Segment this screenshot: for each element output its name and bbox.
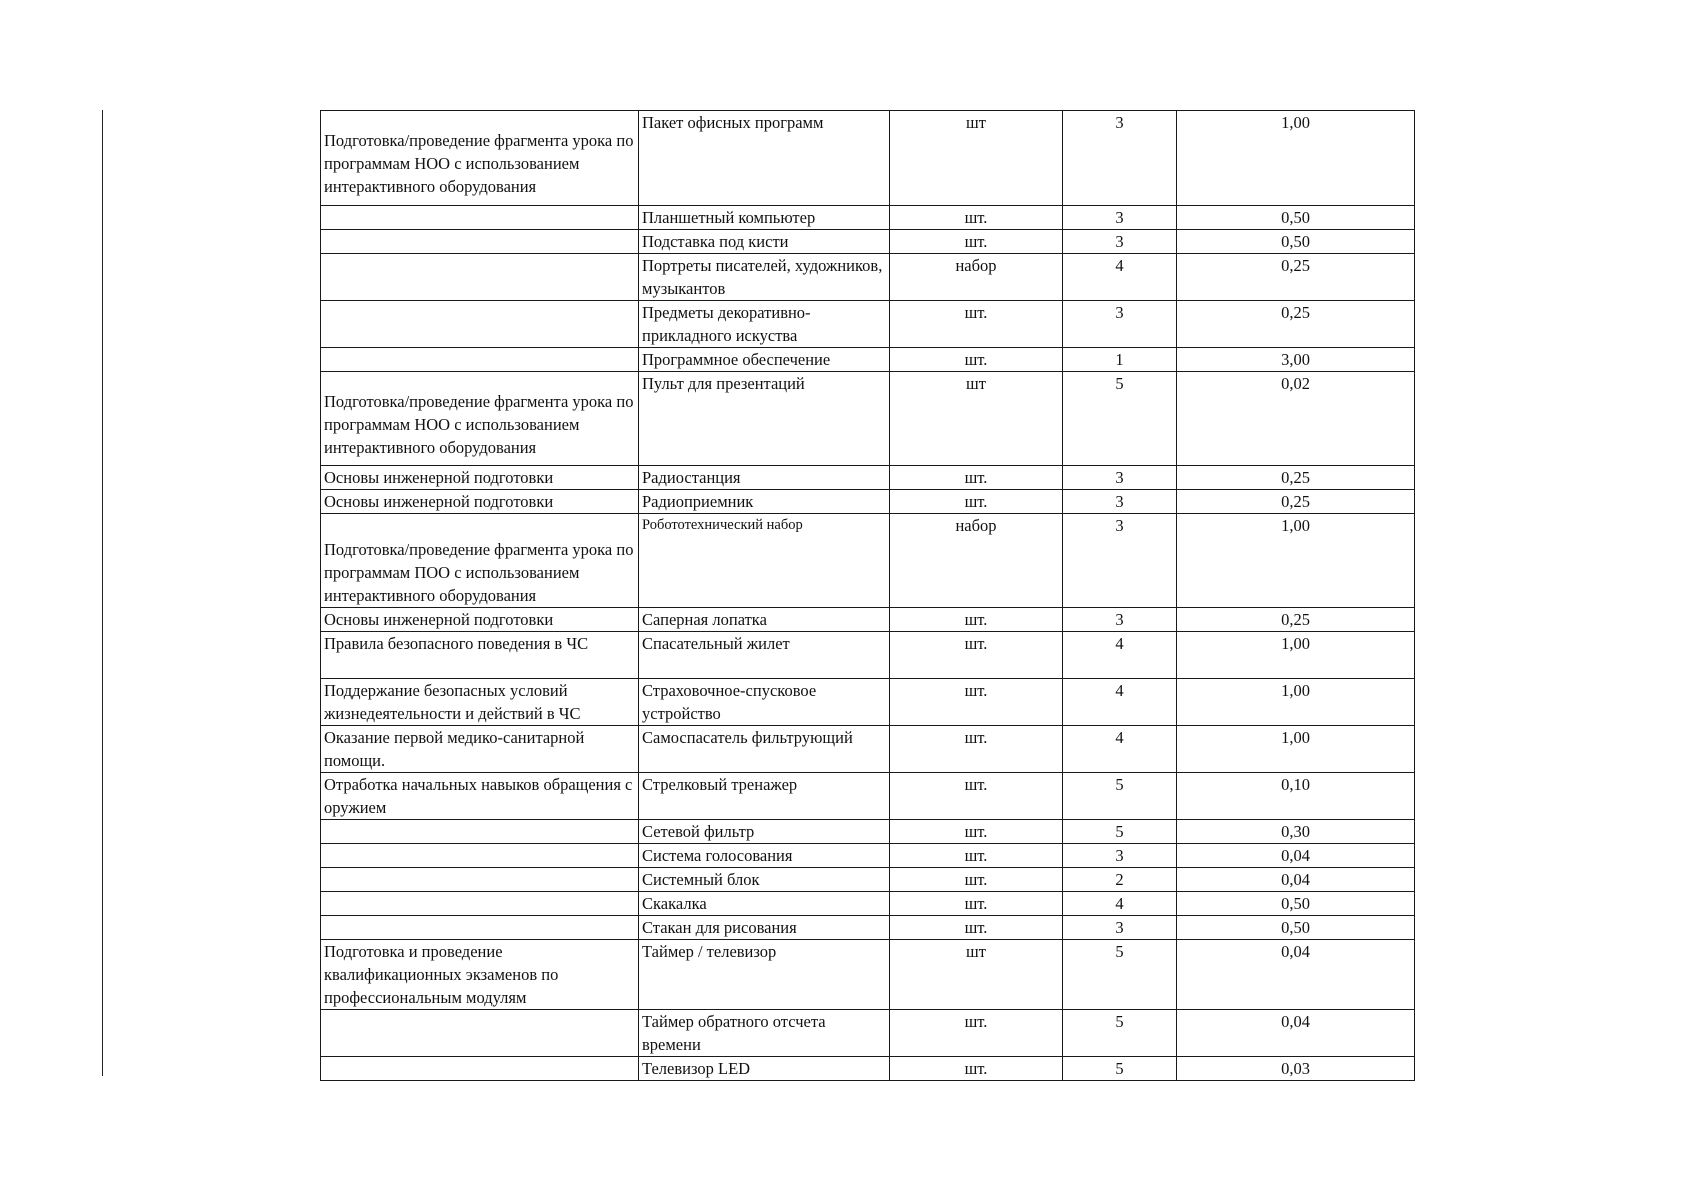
unit-cell: шт. <box>890 726 1063 773</box>
purpose-cell <box>321 301 639 348</box>
value-cell: 0,04 <box>1177 940 1415 1010</box>
item-cell: Предметы декоративно-прикладного искуства <box>639 301 890 348</box>
item-cell: Телевизор LED <box>639 1057 890 1081</box>
unit-cell: набор <box>890 254 1063 301</box>
value-cell: 0,10 <box>1177 773 1415 820</box>
purpose-cell: Подготовка/проведение фрагмента урока по программам ПОО с использованием интерактивного оборудования <box>321 514 639 608</box>
item-cell: Портреты писателей, художников, музыкантов <box>639 254 890 301</box>
qty-cell: 5 <box>1063 1057 1177 1081</box>
purpose-cell <box>321 892 639 916</box>
table-row <box>321 348 1415 372</box>
table-row <box>321 844 1415 868</box>
table-row <box>321 608 1415 632</box>
purpose-cell <box>321 1010 639 1057</box>
qty-cell: 4 <box>1063 726 1177 773</box>
table-row <box>321 1010 1415 1057</box>
table-row <box>321 1057 1415 1081</box>
purpose-cell <box>321 348 639 372</box>
value-cell: 0,30 <box>1177 820 1415 844</box>
item-cell: Подставка под кисти <box>639 230 890 254</box>
purpose-cell: Подготовка/проведение фрагмента урока по программам НОО с использованием интерактивного оборудования <box>321 111 639 206</box>
unit-cell: шт. <box>890 1010 1063 1057</box>
qty-cell: 5 <box>1063 773 1177 820</box>
qty-cell: 1 <box>1063 348 1177 372</box>
item-cell: Пакет офисных программ <box>639 111 890 206</box>
item-cell: Спасательный жилет <box>639 632 890 679</box>
value-cell: 0,50 <box>1177 916 1415 940</box>
value-cell: 0,25 <box>1177 608 1415 632</box>
item-cell: Пульт для презентаций <box>639 372 890 466</box>
item-cell: Стрелковый тренажер <box>639 773 890 820</box>
unit-cell: шт <box>890 111 1063 206</box>
unit-cell: шт <box>890 372 1063 466</box>
qty-cell: 4 <box>1063 679 1177 726</box>
unit-cell: шт. <box>890 1057 1063 1081</box>
value-cell: 0,50 <box>1177 892 1415 916</box>
qty-cell: 3 <box>1063 230 1177 254</box>
purpose-cell <box>321 916 639 940</box>
value-cell: 0,03 <box>1177 1057 1415 1081</box>
unit-cell: шт. <box>890 844 1063 868</box>
qty-cell: 5 <box>1063 372 1177 466</box>
qty-cell: 4 <box>1063 892 1177 916</box>
value-cell: 0,02 <box>1177 372 1415 466</box>
purpose-cell: Основы инженерной подготовки <box>321 608 639 632</box>
unit-cell: набор <box>890 514 1063 608</box>
purpose-cell <box>321 820 639 844</box>
value-cell: 0,04 <box>1177 868 1415 892</box>
table-row <box>321 726 1415 773</box>
item-cell: Системный блок <box>639 868 890 892</box>
item-cell: Робототехнический набор <box>639 514 890 608</box>
table-row <box>321 773 1415 820</box>
item-cell: Таймер обратного отсчета времени <box>639 1010 890 1057</box>
item-cell: Скакалка <box>639 892 890 916</box>
purpose-cell <box>321 844 639 868</box>
unit-cell: шт. <box>890 206 1063 230</box>
value-cell: 1,00 <box>1177 514 1415 608</box>
qty-cell: 4 <box>1063 632 1177 679</box>
unit-cell: шт <box>890 940 1063 1010</box>
item-cell: Самоспасатель фильтрующий <box>639 726 890 773</box>
qty-cell: 2 <box>1063 868 1177 892</box>
item-cell: Сетевой фильтр <box>639 820 890 844</box>
purpose-cell: Правила безопасного поведения в ЧС <box>321 632 639 679</box>
margin-line <box>102 110 103 1076</box>
purpose-cell: Основы инженерной подготовки <box>321 466 639 490</box>
table-row <box>321 301 1415 348</box>
value-cell: 0,25 <box>1177 490 1415 514</box>
item-cell: Система голосования <box>639 844 890 868</box>
purpose-cell: Основы инженерной подготовки <box>321 490 639 514</box>
unit-cell: шт. <box>890 632 1063 679</box>
unit-cell: шт. <box>890 466 1063 490</box>
qty-cell: 3 <box>1063 608 1177 632</box>
table-row <box>321 514 1415 608</box>
table-row <box>321 820 1415 844</box>
purpose-cell: Отработка начальных навыков обращения с оружием <box>321 773 639 820</box>
qty-cell: 3 <box>1063 206 1177 230</box>
item-cell: Страховочное-спусковое устройство <box>639 679 890 726</box>
item-cell: Стакан для рисования <box>639 916 890 940</box>
qty-cell: 3 <box>1063 514 1177 608</box>
table-row <box>321 892 1415 916</box>
value-cell: 0,25 <box>1177 254 1415 301</box>
purpose-cell: Подготовка и проведение квалификационных экзаменов по профессиональным модулям <box>321 940 639 1010</box>
purpose-cell <box>321 254 639 301</box>
table-row <box>321 372 1415 466</box>
purpose-cell: Поддержание безопасных условий жизнедеятельности и действий в ЧС <box>321 679 639 726</box>
purpose-cell <box>321 206 639 230</box>
value-cell: 3,00 <box>1177 348 1415 372</box>
value-cell: 1,00 <box>1177 632 1415 679</box>
purpose-cell <box>321 1057 639 1081</box>
item-cell: Программное обеспечение <box>639 348 890 372</box>
table-row <box>321 466 1415 490</box>
unit-cell: шт. <box>890 868 1063 892</box>
table-row <box>321 254 1415 301</box>
unit-cell: шт. <box>890 608 1063 632</box>
item-cell: Радиоприемник <box>639 490 890 514</box>
qty-cell: 4 <box>1063 254 1177 301</box>
item-cell: Саперная лопатка <box>639 608 890 632</box>
purpose-cell: Оказание первой медико-санитарной помощи. <box>321 726 639 773</box>
unit-cell: шт. <box>890 773 1063 820</box>
qty-cell: 3 <box>1063 466 1177 490</box>
unit-cell: шт. <box>890 230 1063 254</box>
table-row <box>321 111 1415 206</box>
unit-cell: шт. <box>890 490 1063 514</box>
unit-cell: шт. <box>890 820 1063 844</box>
value-cell: 1,00 <box>1177 726 1415 773</box>
unit-cell: шт. <box>890 892 1063 916</box>
table-row <box>321 868 1415 892</box>
qty-cell: 3 <box>1063 844 1177 868</box>
value-cell: 1,00 <box>1177 679 1415 726</box>
qty-cell: 3 <box>1063 301 1177 348</box>
qty-cell: 3 <box>1063 490 1177 514</box>
qty-cell: 3 <box>1063 916 1177 940</box>
purpose-cell <box>321 230 639 254</box>
qty-cell: 5 <box>1063 820 1177 844</box>
item-cell: Таймер / телевизор <box>639 940 890 1010</box>
qty-cell: 3 <box>1063 111 1177 206</box>
value-cell: 0,50 <box>1177 206 1415 230</box>
table-row <box>321 230 1415 254</box>
qty-cell: 5 <box>1063 1010 1177 1057</box>
unit-cell: шт. <box>890 348 1063 372</box>
value-cell: 0,25 <box>1177 466 1415 490</box>
value-cell: 1,00 <box>1177 111 1415 206</box>
value-cell: 0,25 <box>1177 301 1415 348</box>
purpose-cell: Подготовка/проведение фрагмента урока по программам НОО с использованием интерактивного оборудования <box>321 372 639 466</box>
value-cell: 0,04 <box>1177 1010 1415 1057</box>
table-row <box>321 490 1415 514</box>
unit-cell: шт. <box>890 916 1063 940</box>
table-row <box>321 940 1415 1010</box>
table-row <box>321 916 1415 940</box>
table-row <box>321 632 1415 679</box>
purpose-cell <box>321 868 639 892</box>
equipment-table <box>320 110 1415 1081</box>
table-row <box>321 679 1415 726</box>
item-cell: Радиостанция <box>639 466 890 490</box>
item-cell: Планшетный компьютер <box>639 206 890 230</box>
qty-cell: 5 <box>1063 940 1177 1010</box>
table-row <box>321 206 1415 230</box>
value-cell: 0,04 <box>1177 844 1415 868</box>
unit-cell: шт. <box>890 679 1063 726</box>
unit-cell: шт. <box>890 301 1063 348</box>
value-cell: 0,50 <box>1177 230 1415 254</box>
